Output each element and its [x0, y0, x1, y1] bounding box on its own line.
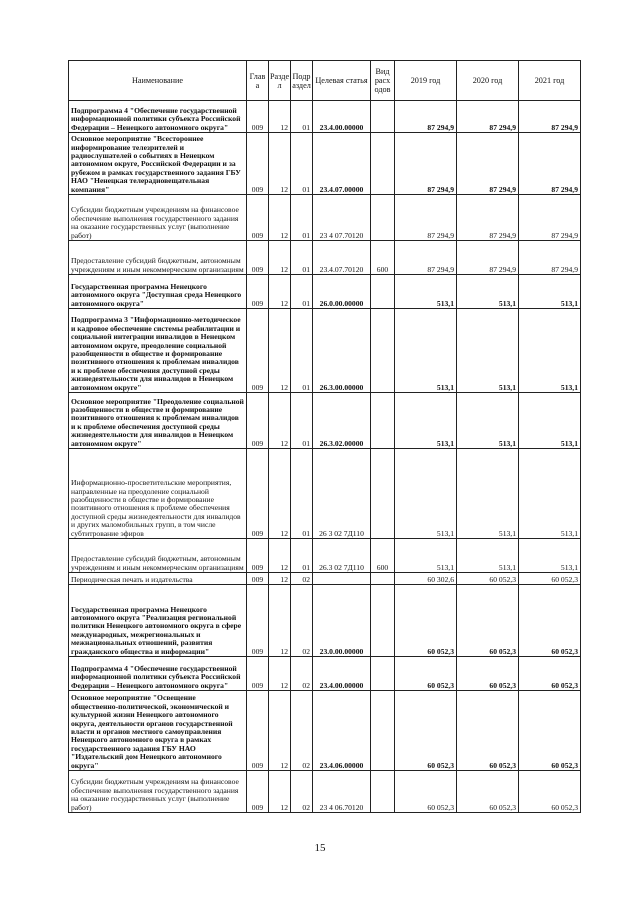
page-number: 15	[314, 842, 326, 854]
row-name: Периодическая печать и издательства	[69, 573, 247, 585]
row-name: Информационно-просветительские мероприятия, направленные на преодоление социальной разобщенности в обществе и формирование позитивного отношения к проблеме обеспечения доступной среды жизнедеятельности для инвалидов и других маломобильных групп, в том числе субтитрование эфиров	[69, 449, 247, 539]
row-glava: 009	[247, 657, 269, 691]
header-glava: Глав а	[247, 61, 269, 101]
table-row	[69, 657, 581, 691]
row-2020: 513,1	[457, 449, 519, 539]
row-name: Подпрограмма 3 "Информационно-методическое и кадровое обеспечение системы реабилитации и социальной интеграции инвалидов в Ненецком автономном округе, преодоление социальной разобщенности в обществе и формирование позитивного отношения к проблемам инвалидов и к проблеме обеспечения доступной среды жизнедеятельности для инвалидов в Ненецком автономном округе"	[69, 309, 247, 393]
row-2020: 513,1	[457, 275, 519, 309]
row-2020: 87 294,9	[457, 241, 519, 275]
row-name: Предоставление субсидий бюджетным, автономным учреждениям и иным некоммерческим организациям	[69, 241, 247, 275]
row-2019: 60 052,3	[395, 771, 457, 813]
row-podrazdel: 02	[291, 691, 313, 771]
row-podrazdel: 02	[291, 657, 313, 691]
row-2020: 60 052,3	[457, 585, 519, 657]
row-vid: 600	[371, 241, 395, 275]
row-statya: 23.4.06.00000	[313, 691, 371, 771]
row-podrazdel: 01	[291, 241, 313, 275]
row-2021: 60 052,3	[519, 585, 581, 657]
row-statya: 23.4.00.00000	[313, 657, 371, 691]
row-name: Основное мероприятие "Всестороннее информирование телезрителей и радиослушателей о событиях в Ненецком автономном округе, Российской Федерации и за рубежом в рамках государственного задания ГБУ НАО "Ненецкая телерадиовещательная компания"	[69, 133, 247, 195]
row-statya	[313, 573, 371, 585]
row-razdel: 12	[269, 771, 291, 813]
row-2019: 513,1	[395, 449, 457, 539]
row-2020: 87 294,9	[457, 195, 519, 241]
table-row	[69, 585, 581, 657]
row-statya: 26 3 02 7Д110	[313, 449, 371, 539]
row-vid	[371, 657, 395, 691]
row-vid	[371, 573, 395, 585]
row-podrazdel: 01	[291, 133, 313, 195]
row-glava: 009	[247, 573, 269, 585]
row-podrazdel: 01	[291, 539, 313, 573]
row-2020: 513,1	[457, 393, 519, 449]
table-row	[69, 539, 581, 573]
row-razdel: 12	[269, 573, 291, 585]
row-razdel: 12	[269, 133, 291, 195]
row-2021: 513,1	[519, 309, 581, 393]
table-row	[69, 691, 581, 771]
row-2021: 60 052,3	[519, 573, 581, 585]
row-vid	[371, 133, 395, 195]
header-statya: Целевая статья	[313, 61, 371, 101]
header-vid: Вид расх одов	[371, 61, 395, 101]
row-2021: 87 294,9	[519, 195, 581, 241]
row-statya: 26.3.02.00000	[313, 393, 371, 449]
row-razdel: 12	[269, 393, 291, 449]
row-vid	[371, 771, 395, 813]
row-2019: 513,1	[395, 309, 457, 393]
row-razdel: 12	[269, 657, 291, 691]
row-podrazdel: 01	[291, 195, 313, 241]
row-name: Государственная программа Ненецкого автономного округа "Реализация региональной политики Ненецкого автономного округа в сфере международных, межрегиональных и межнациональных отношений, развития гражданского общества и информации"	[69, 585, 247, 657]
row-2019: 60 052,3	[395, 657, 457, 691]
row-podrazdel: 02	[291, 585, 313, 657]
row-2020: 513,1	[457, 309, 519, 393]
row-podrazdel: 01	[291, 393, 313, 449]
row-2019: 60 302,6	[395, 573, 457, 585]
row-glava: 009	[247, 539, 269, 573]
row-statya: 23.4.07.00000	[313, 133, 371, 195]
row-2020: 60 052,3	[457, 573, 519, 585]
row-statya: 23 4 07.70120	[313, 195, 371, 241]
row-2020: 513,1	[457, 539, 519, 573]
row-glava: 009	[247, 585, 269, 657]
row-2021: 513,1	[519, 539, 581, 573]
row-razdel: 12	[269, 275, 291, 309]
row-2019: 87 294,9	[395, 133, 457, 195]
row-razdel: 12	[269, 241, 291, 275]
row-razdel: 12	[269, 309, 291, 393]
header-razdel: Разде л	[269, 61, 291, 101]
row-podrazdel: 01	[291, 101, 313, 133]
row-2019: 87 294,9	[395, 195, 457, 241]
row-2021: 87 294,9	[519, 241, 581, 275]
row-2019: 513,1	[395, 275, 457, 309]
row-name: Основное мероприятие "Освещение общественно-политической, экономической и культурной жизни Ненецкого автономного округа, деятельности органов государственной власти и органов местного самоуправления Ненецкого автономного округа в рамках государственного задания ГБУ НАО "Издательский дом Ненецкого автономного округа"	[69, 691, 247, 771]
row-glava: 009	[247, 241, 269, 275]
row-statya: 23.4.07.70120	[313, 241, 371, 275]
row-name: Субсидии бюджетным учреждениям на финансовое обеспечение выполнения государственного задания на оказание государственных услуг (выполнение работ)	[69, 195, 247, 241]
table-row	[69, 771, 581, 813]
table-row	[69, 309, 581, 393]
row-2020: 60 052,3	[457, 771, 519, 813]
row-2021: 60 052,3	[519, 771, 581, 813]
table-header-row	[69, 61, 581, 101]
row-name: Подпрограмма 4 "Обеспечение государственной информационной политики субъекта Российской Федерации – Ненецкого автономного округа"	[69, 101, 247, 133]
row-statya: 23.4.00.00000	[313, 101, 371, 133]
table-row	[69, 133, 581, 195]
row-podrazdel: 02	[291, 771, 313, 813]
row-2019: 513,1	[395, 539, 457, 573]
row-razdel: 12	[269, 691, 291, 771]
table-row	[69, 101, 581, 133]
row-statya: 26.3.00.00000	[313, 309, 371, 393]
row-2020: 60 052,3	[457, 657, 519, 691]
row-name: Субсидии бюджетным учреждениям на финансовое обеспечение выполнения государственного задания на оказание государственных услуг (выполнение работ)	[69, 771, 247, 813]
row-2021: 513,1	[519, 275, 581, 309]
row-2019: 60 052,3	[395, 585, 457, 657]
row-glava: 009	[247, 771, 269, 813]
row-glava: 009	[247, 133, 269, 195]
row-razdel: 12	[269, 195, 291, 241]
row-2021: 60 052,3	[519, 691, 581, 771]
row-2019: 87 294,9	[395, 241, 457, 275]
row-2021: 87 294,9	[519, 133, 581, 195]
row-2020: 87 294,9	[457, 101, 519, 133]
header-name: Наименование	[69, 61, 247, 101]
row-2021: 513,1	[519, 393, 581, 449]
row-vid	[371, 449, 395, 539]
row-glava: 009	[247, 393, 269, 449]
row-name: Подпрограмма 4 "Обеспечение государственной информационной политики субъекта Российской Федерации – Ненецкого автономного округа"	[69, 657, 247, 691]
row-razdel: 12	[269, 449, 291, 539]
header-2021: 2021 год	[519, 61, 581, 101]
row-vid	[371, 585, 395, 657]
table-row	[69, 241, 581, 275]
table-row	[69, 393, 581, 449]
row-razdel: 12	[269, 539, 291, 573]
row-podrazdel: 01	[291, 449, 313, 539]
row-2021: 513,1	[519, 449, 581, 539]
header-2019: 2019 год	[395, 61, 457, 101]
row-glava: 009	[247, 449, 269, 539]
row-glava: 009	[247, 691, 269, 771]
row-razdel: 12	[269, 101, 291, 133]
row-2021: 87 294,9	[519, 101, 581, 133]
table-row	[69, 275, 581, 309]
table-row	[69, 195, 581, 241]
row-2019: 60 052,3	[395, 691, 457, 771]
row-vid	[371, 309, 395, 393]
table-row	[69, 573, 581, 585]
row-vid	[371, 691, 395, 771]
row-statya: 23 4 06.70120	[313, 771, 371, 813]
header-2020: 2020 год	[457, 61, 519, 101]
row-vid: 600	[371, 539, 395, 573]
row-name: Государственная программа Ненецкого автономного округа "Доступная среда Ненецкого автономного округа"	[69, 275, 247, 309]
budget-table	[68, 60, 581, 813]
row-name: Основное мероприятие "Преодоление социальной разобщенности в обществе и формирование позитивного отношения к проблемам инвалидов и к проблеме обеспечения доступной среды жизнедеятельности для инвалидов в Ненецком автономном округе"	[69, 393, 247, 449]
row-statya: 23.0.00.00000	[313, 585, 371, 657]
row-vid	[371, 275, 395, 309]
row-2020: 60 052,3	[457, 691, 519, 771]
row-2020: 87 294,9	[457, 133, 519, 195]
row-2019: 87 294,9	[395, 101, 457, 133]
row-podrazdel: 02	[291, 573, 313, 585]
row-glava: 009	[247, 195, 269, 241]
row-glava: 009	[247, 101, 269, 133]
row-vid	[371, 195, 395, 241]
table-row	[69, 449, 581, 539]
row-2019: 513,1	[395, 393, 457, 449]
row-statya: 26.3 02 7Д110	[313, 539, 371, 573]
row-name: Предоставление субсидий бюджетным, автономным учреждениям и иным некоммерческим организациям	[69, 539, 247, 573]
row-glava: 009	[247, 275, 269, 309]
row-vid	[371, 393, 395, 449]
row-vid	[371, 101, 395, 133]
row-razdel: 12	[269, 585, 291, 657]
header-podrazdel: Подр аздел	[291, 61, 313, 101]
row-statya: 26.0.00.00000	[313, 275, 371, 309]
row-2021: 60 052,3	[519, 657, 581, 691]
row-glava: 009	[247, 309, 269, 393]
row-podrazdel: 01	[291, 275, 313, 309]
row-podrazdel: 01	[291, 309, 313, 393]
